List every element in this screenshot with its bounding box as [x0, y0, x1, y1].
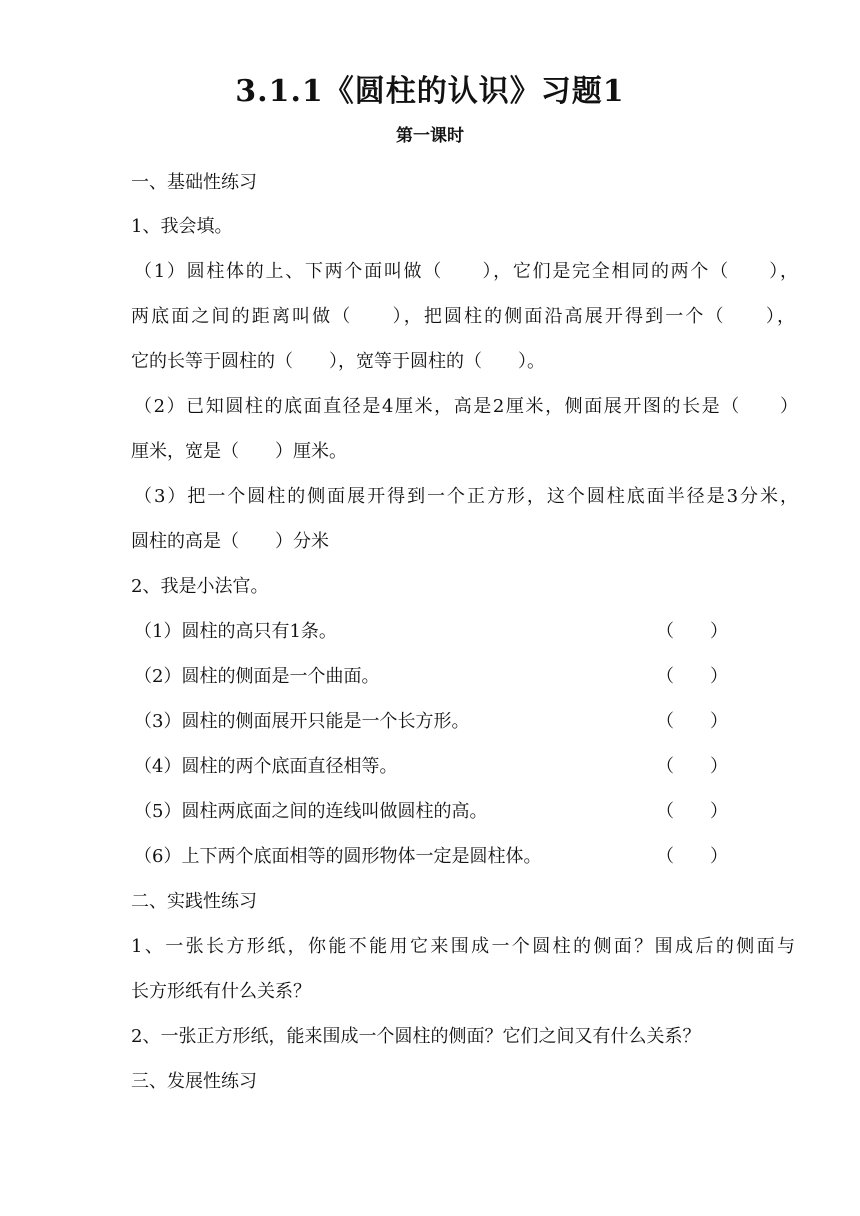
fill-in-q1-line1: （1）圆柱体的上、下两个面叫做（ ），它们是完全相同的两个（ ），	[134, 261, 798, 282]
fill-in-q3-line2: 圆柱的高是（ ）分米	[131, 531, 329, 552]
judge-item: （6）上下两个底面相等的圆形物体一定是圆柱体。	[134, 846, 542, 867]
fill-in-q1-line2: 两底面之间的距离叫做（ ），把圆柱的侧面沿高展开得到一个（ ），	[131, 306, 795, 327]
answer-parentheses: （ ）	[656, 801, 728, 822]
practice-q1-line1: 1、一张长方形纸，你能不能用它来围成一个圆柱的侧面？围成后的侧面与	[131, 936, 795, 957]
answer-parentheses: （ ）	[656, 666, 728, 687]
judge-item: （2）圆柱的侧面是一个曲面。	[134, 666, 380, 687]
fill-in-heading: 1、我会填。	[131, 216, 233, 237]
worksheet-title: 3.1.1《圆柱的认识》习题1	[235, 74, 625, 109]
judge-item: （4）圆柱的两个底面直径相等。	[134, 756, 398, 777]
section-practice-heading: 二、实践性练习	[131, 891, 257, 912]
practice-q1-line2: 长方形纸有什么关系？	[131, 981, 311, 1002]
answer-parentheses: （ ）	[656, 621, 728, 642]
fill-in-q2-line1: （2）已知圆柱的底面直径是4厘米，高是2厘米，侧面展开图的长是（ ）	[134, 396, 798, 417]
fill-in-q2-line2: 厘米，宽是（ ）厘米。	[131, 441, 347, 462]
judge-item: （1）圆柱的高只有1条。	[134, 621, 337, 642]
judge-item: （5）圆柱两底面之间的连线叫做圆柱的高。	[134, 801, 488, 822]
fill-in-q1-line3: 它的长等于圆柱的（ ），宽等于圆柱的（ ）。	[131, 351, 545, 372]
answer-parentheses: （ ）	[656, 711, 728, 732]
judge-item: （3）圆柱的侧面展开只能是一个长方形。	[134, 711, 470, 732]
fill-in-q3-line1: （3）把一个圆柱的侧面展开得到一个正方形，这个圆柱底面半径是3分米，	[134, 486, 798, 507]
answer-parentheses: （ ）	[656, 846, 728, 867]
section-basic-heading: 一、基础性练习	[131, 172, 257, 193]
section-development-heading: 三、发展性练习	[131, 1071, 257, 1092]
practice-q2: 2、一张正方形纸，能来围成一个圆柱的侧面？它们之间又有什么关系？	[131, 1026, 701, 1047]
judge-heading: 2、我是小法官。	[131, 576, 269, 597]
answer-parentheses: （ ）	[656, 756, 728, 777]
worksheet-subtitle: 第一课时	[396, 126, 464, 146]
